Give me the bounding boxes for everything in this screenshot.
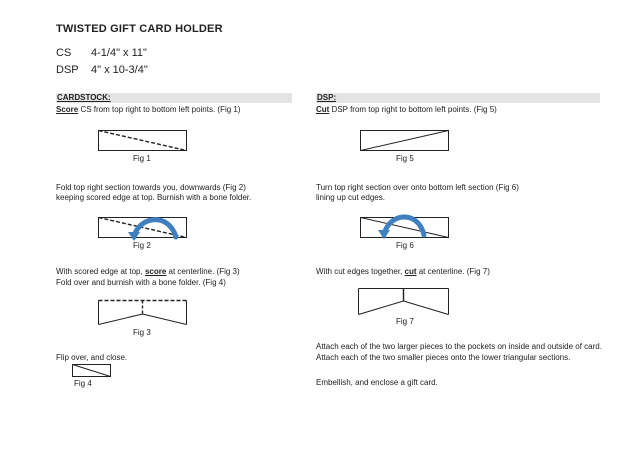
fig2-caption: Fig 2 xyxy=(133,241,151,250)
turn-arrow-icon xyxy=(384,217,424,235)
right-step2-line2: lining up cut edges. xyxy=(316,193,385,202)
cut-centerline-verb: cut xyxy=(404,267,417,276)
dsp-heading-band xyxy=(316,93,600,103)
material-cs-label: CS xyxy=(56,47,72,59)
left-step4: Flip over, and close. xyxy=(56,353,128,362)
right-step3 xyxy=(316,267,490,277)
fig4-caption: Fig 4 xyxy=(74,379,92,388)
fig7-caption: Fig 7 xyxy=(396,317,414,326)
right-step3-post: at centerline. (Fig 7) xyxy=(416,267,490,276)
material-dsp-value: 4" x 10-3/4" xyxy=(91,64,148,76)
left-step3-post: at centerline. (Fig 3) xyxy=(166,267,240,276)
fig5-caption: Fig 5 xyxy=(396,154,414,163)
material-cs-value: 4-1/4" x 11" xyxy=(91,47,147,59)
material-dsp-label: DSP xyxy=(56,64,79,76)
right-step5: Embellish, and enclose a gift card. xyxy=(316,378,438,387)
fig3-diagram xyxy=(98,300,188,326)
right-step2-line1: Turn top right section over onto bottom left section (Fig 6) xyxy=(316,183,519,192)
right-step1-text: DSP from top right to bottom left points. (Fig 5) xyxy=(329,105,497,114)
left-step1 xyxy=(56,105,241,115)
fig1-caption: Fig 1 xyxy=(133,154,151,163)
left-step2-line1: Fold top right section towards you, downwards (Fig 2) xyxy=(56,183,246,192)
fig1-diagram xyxy=(98,130,188,152)
fig3-caption: Fig 3 xyxy=(133,328,151,337)
left-step1-text: CS from top right to bottom left points. (Fig 1) xyxy=(78,105,241,114)
fig6-diagram xyxy=(360,217,450,239)
cardstock-heading: CARDSTOCK: xyxy=(57,93,111,102)
left-step3 xyxy=(56,267,240,277)
dsp-heading: DSP: xyxy=(317,93,337,102)
fig6-caption: Fig 6 xyxy=(396,241,414,250)
left-step3-line2: Fold over and burnish with a bone folder. (Fig 4) xyxy=(56,278,226,287)
right-step4-line1: Attach each of the two larger pieces to the pockets on inside and outside of card. xyxy=(316,342,602,351)
right-step1 xyxy=(316,105,497,115)
score-centerline-verb: score xyxy=(144,267,167,276)
fig2-diagram xyxy=(98,217,188,239)
right-step4-line2: Attach each of the two smaller pieces onto the lower triangular sections. xyxy=(316,353,571,362)
fig4-diagram xyxy=(72,364,112,378)
left-step3-pre: With scored edge at top, xyxy=(56,267,145,276)
fig5-diagram xyxy=(360,130,450,152)
score-verb: Score xyxy=(56,105,79,114)
cut-verb: Cut xyxy=(316,105,330,114)
fold-arrow-icon xyxy=(134,220,176,237)
left-step2-line2: keeping scored edge at top. Burnish with a bone folder. xyxy=(56,193,252,202)
right-step3-pre: With cut edges together, xyxy=(316,267,405,276)
page-title: TWISTED GIFT CARD HOLDER xyxy=(56,23,223,35)
fig7-diagram xyxy=(358,288,450,316)
